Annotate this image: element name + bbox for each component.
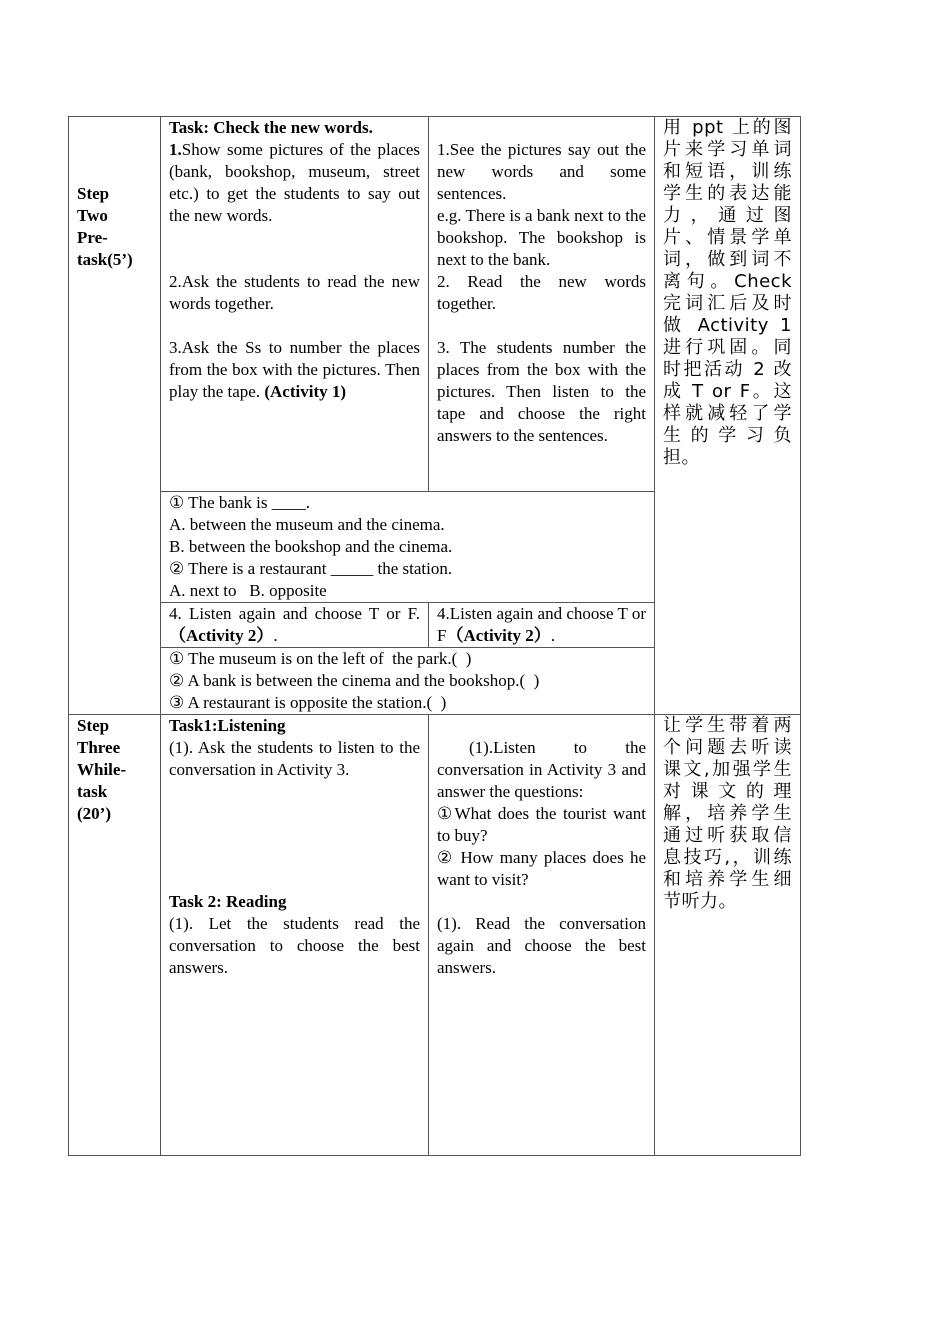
student-step-2: 2. Read the new words together. [437, 272, 646, 313]
task1-title: Task1:Listening [169, 716, 286, 735]
quiz-2-line-3: ③ A restaurant is opposite the station.( ) [169, 693, 447, 712]
step-two-row [69, 117, 801, 492]
step-two-label-cell [69, 117, 161, 715]
step-two-label: Step Two Pre- task(5’) [77, 184, 133, 269]
quiz-1-line-3: B. between the bookshop and the cinema. [169, 537, 453, 556]
teacher-step-3-text: 3.Ask the Ss to number the places from the box with the pictures. Then play the tape. [169, 338, 420, 401]
teacher-step-1-number: 1. [169, 140, 182, 159]
student-question-2: ② How many places does he want to visit? [437, 848, 646, 889]
task1-text: (1). Ask the students to listen to the conversation in Activity 3. [169, 738, 420, 779]
step-three-label: Step Three While- task (20’) [77, 716, 127, 823]
task-title: Task: Check the new words. [169, 118, 373, 137]
task2-text: (1). Let the students read the conversation to choose the best answers. [169, 914, 420, 977]
step-three-purpose-cell [655, 715, 801, 1156]
student-step-3: 3. The students number the places from the box with the pictures. Then listen to the tape and choose the right answers to the sentences. [437, 338, 646, 445]
student-step-1: 1.See the pictures say out the new words and some sentences. [437, 140, 646, 203]
teacher-step-4-activity: （Activity 2） [169, 626, 274, 645]
student-step-4-cell [429, 603, 655, 648]
teacher-step-1 [169, 139, 420, 227]
teacher-step-4-text: 4. Listen again and choose T or F. [169, 604, 420, 623]
task2-title: Task 2: Reading [169, 892, 287, 911]
step-two-purpose: 用 ppt 上的图片来学习单词和短语，训练学生的表达能力，通过图片、情景学单词，做到词不离句。Check 完词汇后及时做 Activity 1 进行巩固。同时把活动 2 改成 T or F。这样就减轻了学生的学习负担。 [663, 117, 792, 468]
student-read-text: (1). Read the conversation again and choose the best answers. [437, 914, 646, 977]
student-listen-text: (1).Listen to the conversation in Activity 3 and answer the questions: [437, 738, 646, 801]
student-step-4-activity: （Activity 2） [446, 626, 551, 645]
step-three-teacher-cell [161, 715, 429, 1156]
quiz-2-line-1: ① The museum is on the left of the park.( ) [169, 649, 472, 668]
quiz-1-line-2: A. between the museum and the cinema. [169, 515, 445, 534]
teacher-step-1-text: Show some pictures of the places (bank, bookshop, museum, street etc.) to get the students to say out the new words. [169, 140, 420, 225]
student-step-4-end: . [550, 626, 556, 645]
step-two-student-cell [429, 117, 655, 492]
quiz-2-line-2: ② A bank is between the cinema and the bookshop.( ) [169, 671, 540, 690]
teacher-step-4 [169, 603, 420, 647]
quiz-1-line-4: ② There is a restaurant _____ the station. [169, 559, 453, 578]
teacher-step-2: 2.Ask the students to read the new words together. [169, 272, 420, 313]
student-step-4-text: 4.Listen again and choose T or F [437, 604, 646, 645]
teacher-step-3-activity: (Activity 1) [264, 382, 347, 401]
teacher-step-4-cell [161, 603, 429, 648]
quiz-1-line-1: ① The bank is ____. [169, 493, 310, 512]
teacher-step-3 [169, 337, 420, 403]
step-two-teacher-cell [161, 117, 429, 492]
step-three-student-cell [429, 715, 655, 1156]
student-question-1: ①What does the tourist want to buy? [437, 804, 646, 845]
quiz-1-line-5: A. next to B. opposite [169, 581, 327, 600]
step-two-purpose-cell [655, 117, 801, 715]
quiz-1-cell [161, 492, 655, 603]
student-step-1-example: e.g. There is a bank next to the bookshop. The bookshop is next to the bank. [437, 206, 646, 269]
teacher-step-4-end: . [273, 626, 278, 645]
lesson-plan-table [68, 116, 801, 1156]
step-three-row [69, 715, 801, 1156]
step-three-purpose: 让学生带着两个问题去听读课文,加强学生对课文的理解，培养学生通过听获取信息技巧,，训练和培养学生细节听力。 [663, 715, 792, 912]
student-step-4 [437, 603, 646, 647]
quiz-2-cell [161, 648, 655, 715]
step-three-label-cell [69, 715, 161, 1156]
